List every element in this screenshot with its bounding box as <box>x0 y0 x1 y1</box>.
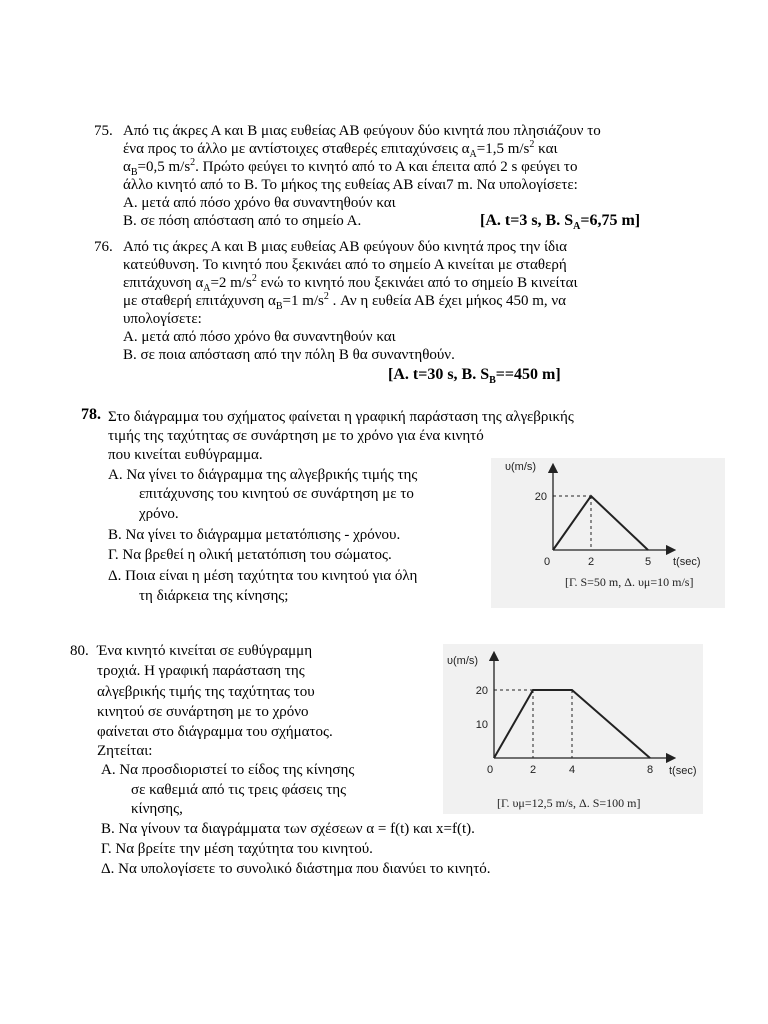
problem-number: 75. <box>94 123 113 139</box>
problem-text-line: Ζητείται: <box>97 743 153 759</box>
problem-text-line: κινητού σε συνάρτηση με το χρόνο <box>97 704 309 720</box>
question-a: Α. Να γίνει το διάγραμμα της αλγεβρικής τιμής της <box>108 467 418 483</box>
x-tick-label: 0 <box>486 764 494 776</box>
question-b: Β. Να γίνουν τα διαγράμματα των σχέσεων α = f(t) και x=f(t). <box>101 821 475 837</box>
question-a-cont: χρόνο. <box>139 506 179 522</box>
problem-text-line: $\alpha_B=0,5$ $m/s^2$. Πρώτο φεύγει το κινητό από το Α και έπειτα από 2 s φεύγει το <box>123 157 578 178</box>
y-axis-label: υ(m/s) <box>447 655 479 667</box>
velocity-series <box>553 496 648 550</box>
problem-text-line: τροχιά. Η γραφική παράσταση της <box>97 663 305 679</box>
problem-text-line: αλγεβρικής τιμής της ταχύτητας του <box>97 684 315 700</box>
problem-number: 76. <box>94 239 113 255</box>
velocity-series <box>494 690 650 758</box>
question-a: Α. μετά από πόσο χρόνο θα συναντηθούν και <box>123 195 396 211</box>
question-d: Δ. Ποια είναι η μέση ταχύτητα του κινητού για όλη <box>108 568 418 584</box>
y-axis-label: υ(m/s) <box>505 461 537 473</box>
question-b: Β. σε ποια απόσταση από την πόλη Β θα συναντηθούν. <box>123 347 455 363</box>
problem-text-line: άλλο κινητό από το Β. Το μήκος της ευθείας ΑΒ είναι7 m. Να υπολογίσετε: <box>123 177 578 193</box>
x-tick-label: 8 <box>646 764 654 776</box>
x-tick-label: 0 <box>543 556 551 568</box>
problem-text-line: κατεύθυνση. Το κινητό που ξεκινάει από το σημείο Α κινείται με σταθερή <box>123 257 567 273</box>
x-axis-label: t(sec) <box>673 556 701 568</box>
y-tick-label: 20 <box>534 491 547 503</box>
y-tick-label: 10 <box>475 719 488 731</box>
problem-text-line: με σταθερή επιτάχυνση $\alpha_B=1$ $m/s^2$ . Αν η ευθεία ΑΒ έχει μήκος 450 m, να <box>123 291 567 312</box>
question-d: Δ. Να υπολογίσετε το συνολικό διάστημα που διανύει το κινητό. <box>101 861 491 877</box>
problem-text-line: φαίνεται στο διάγραμμα του σχήματος. <box>97 724 333 740</box>
problem-text-line: που κινείται ευθύγραμμα. <box>108 447 263 463</box>
question-b: Β. Να γίνει το διάγραμμα μετατόπισης - χρόνου. <box>108 527 401 543</box>
answer-key: [Γ. υμ=12,5 m/s, Δ. S=100 m] <box>497 796 641 810</box>
x-tick-label: 5 <box>644 556 652 568</box>
x-axis-label: t(sec) <box>669 765 697 777</box>
x-tick-label: 2 <box>587 556 595 568</box>
problem-number: 78. <box>81 406 101 423</box>
question-a-cont: σε καθεμιά από τις τρεις φάσεις της <box>131 782 347 798</box>
problem-text-line: επιτάχυνση $\alpha_A=2$ $m/s^2$ ενώ το κινητό που ξεκινάει από το σημείο Β κινείται <box>123 273 578 294</box>
x-tick-label: 2 <box>529 764 537 776</box>
problem-text-line: υπολογίσετε: <box>123 311 202 327</box>
y-tick-label: 20 <box>475 685 488 697</box>
question-a-cont: κίνησης, <box>131 801 183 817</box>
problem-text-line: Στο διάγραμμα του σχήματος φαίνεται η γραφική παράσταση της αλγεβρικής <box>108 409 574 425</box>
problem-text-line: Ένα κινητό κινείται σε ευθύγραμμη <box>97 643 313 659</box>
question-b: Β. σε πόση απόσταση από το σημείο Α. <box>123 213 362 229</box>
answer-key: [Γ. S=50 m, Δ. υμ=10 m/s] <box>565 575 694 589</box>
question-a: Α. Να προσδιοριστεί το είδος της κίνησης <box>101 762 355 778</box>
problem-number: 80. <box>70 643 89 659</box>
question-c: Γ. Να βρείτε την μέση ταχύτητα του κινητού. <box>101 841 373 857</box>
problem-text-line: Από τις άκρες Α και Β μιας ευθείας ΑΒ φεύγουν δύο κινητά που πλησιάζουν το <box>123 123 601 139</box>
question-d-cont: τη διάρκεια της κίνησης; <box>139 588 289 604</box>
problem-text-line: τιμής της ταχύτητας σε συνάρτηση με το χρόνο για ένα κινητό <box>108 428 484 444</box>
problem-text-line: ένα προς το άλλο με αντίστοιχες σταθερές επιταχύνσεις $\alpha_A=1,5$ $m/s^2$ και <box>123 139 558 160</box>
x-tick-label: 4 <box>568 764 576 776</box>
problem-text-line: Από τις άκρες Α και Β μιας ευθείας ΑΒ φεύγουν δύο κινητά προς την ίδια <box>123 239 567 255</box>
velocity-time-graph-80 <box>443 644 703 814</box>
question-c: Γ. Να βρεθεί η ολική μετατόπιση του σώματος. <box>108 547 392 563</box>
answer-key: [Α. t=30 s, Β. $S_B==450$ m] <box>388 366 561 387</box>
question-a-cont: επιτάχυνσης του κινητού σε συνάρτηση με το <box>139 486 414 502</box>
velocity-time-graph-78 <box>491 458 725 608</box>
question-a: Α. μετά από πόσο χρόνο θα συναντηθούν και <box>123 329 396 345</box>
answer-key: [Α. t=3 s, Β. $S_A=6,75$ m] <box>480 212 641 233</box>
